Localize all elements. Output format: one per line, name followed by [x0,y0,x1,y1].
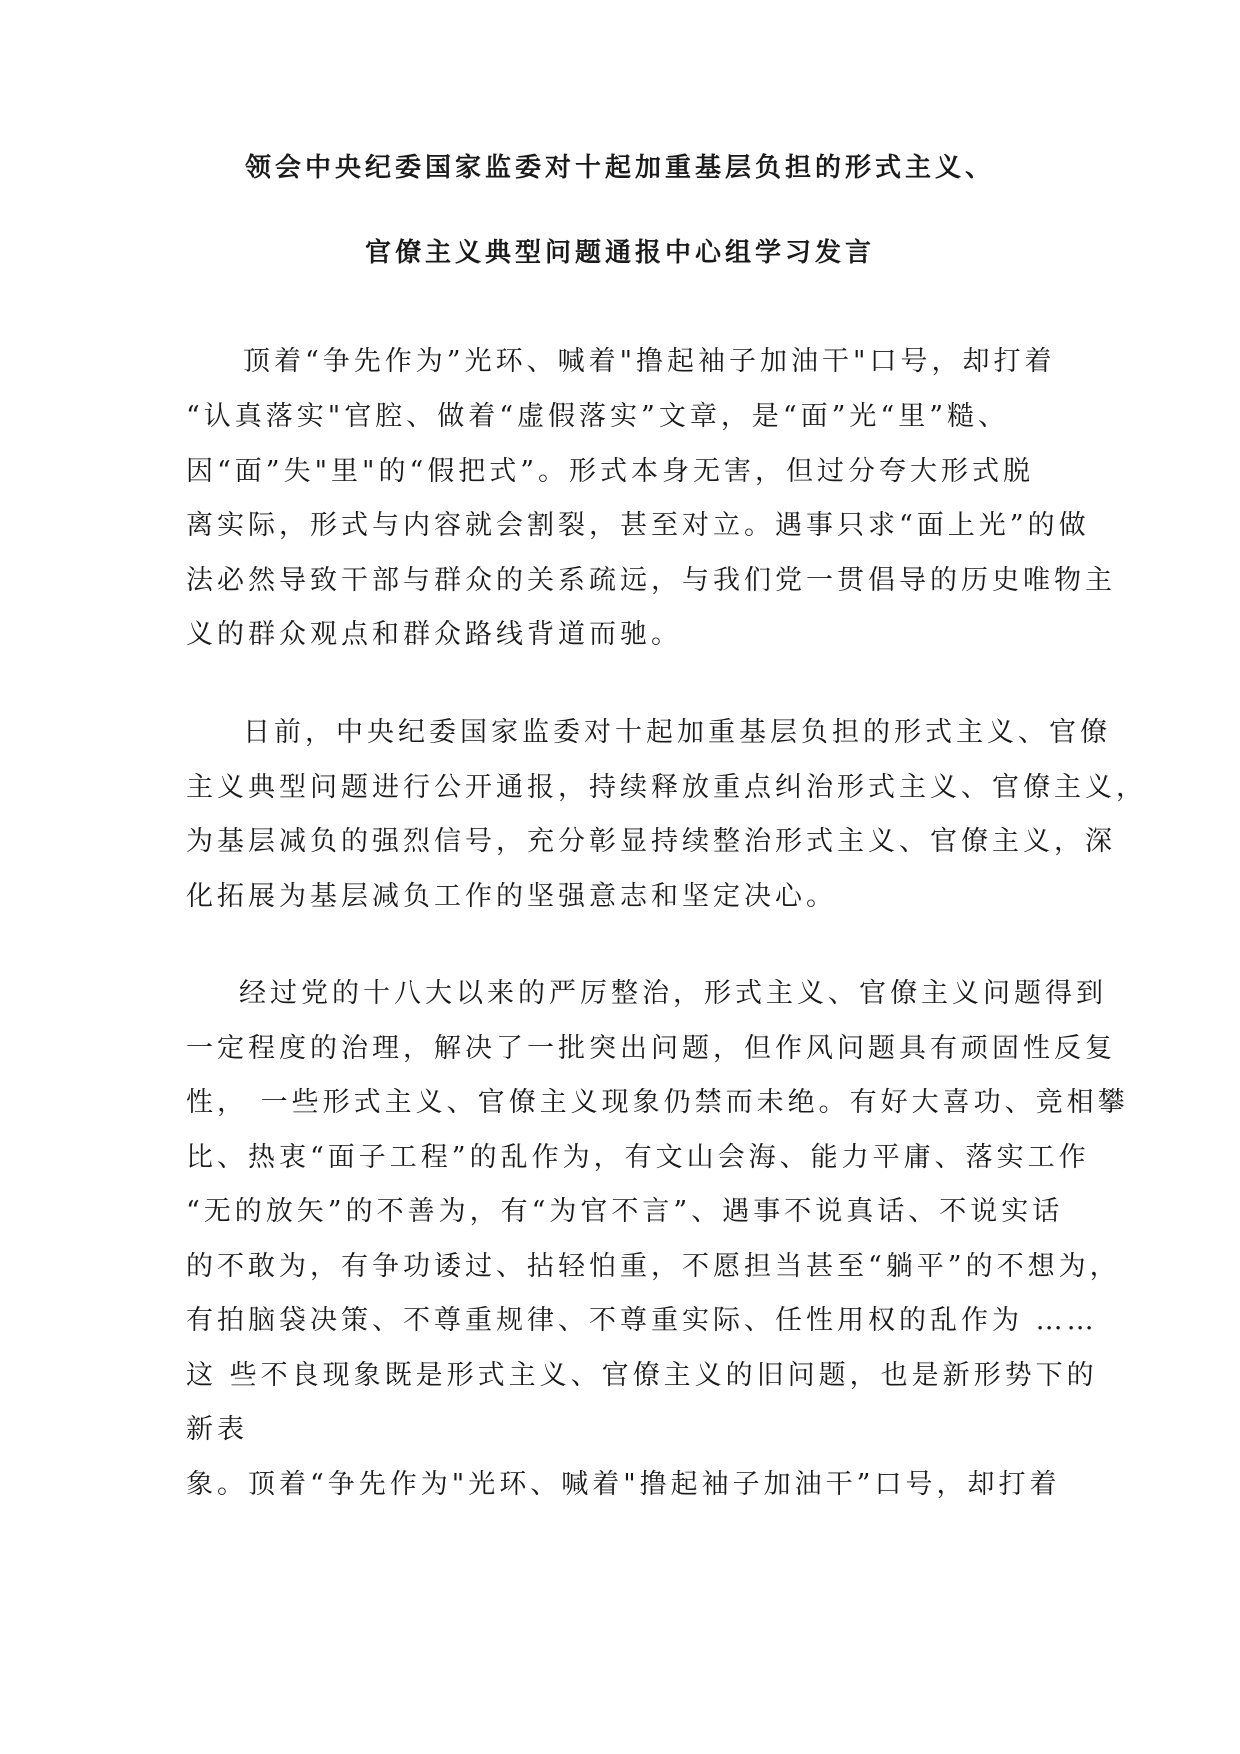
paragraph-3-line-10: 象。顶着“争先作为"光环、喊着"撸起袖子加油干”口号，却打着 [186,1469,1061,1500]
paragraph-3-line-6: 的不敢为，有争功诿过、拈轻怕重，不愿担当甚至“躺平”的不想为， [186,1251,1121,1282]
paragraph-1-line-3: 因“面”失"里"的“假把式”。形式本身无害，但过分夸大形式脱 [186,456,1035,487]
paragraph-2-line-2: 主义典型问题进行公开通报，持续释放重点纠治形式主义、官僚主义， [186,772,1147,803]
paragraph-3-line-2: 一定程度的治理，解决了一批突出问题，但作风问题具有顽固性反复 [186,1033,1116,1064]
paragraph-1-line-2: “认真落实"官腔、做着“虚假落实”文章，是“面”光“里”糙、 [186,401,1010,432]
paragraph-2-line-4: 化拓展为基层减负工作的坚强意志和坚定决心。 [186,881,837,912]
paragraph-1-line-6: 义的群众观点和群众路线背道而驰。 [186,619,682,650]
paragraph-3-line-7: 有拍脑袋决策、不尊重规律、不尊重实际、任性用权的乱作为 …… [186,1305,1098,1336]
paragraph-3-line-1: 经过党的十八大以来的严厉整治，形式主义、官僚主义问题得到 [239,978,1107,1009]
title-line-2: 官僚主义典型问题通报中心组学习发言 [364,238,875,268]
paragraph-3-line-8: 这 些不良现象既是形式主义、官僚主义的旧问题，也是新形势下的 [186,1360,1098,1391]
paragraph-1-line-5: 法必然导致干部与群众的关系疏远，与我们党一贯倡导的历史唯物主 [186,565,1116,596]
document-title [0,150,1240,271]
paragraph-2-line-1: 日前，中央纪委国家监委对十起加重基层负担的形式主义、官僚 [243,717,1111,748]
paragraph-3-line-9: 新表 [186,1414,248,1445]
paragraph-3-line-3: 性， 一些形式主义、官僚主义现象仍禁而未绝。有好大喜功、竞相攀 [186,1087,1129,1118]
paragraph-2-line-3: 为基层减负的强烈信号，充分彰显持续整治形式主义、官僚主义，深 [186,826,1116,857]
title-line-1: 领会中央纪委国家监委对十起加重基层负担的形式主义、 [244,153,995,183]
paragraph-1-line-1: 顶着“争先作为”光环、喊着"撸起袖子加油干"口号，却打着 [243,346,1056,377]
paragraph-1-line-4: 离实际，形式与内容就会割裂，甚至对立。遇事只求“面上光”的做 [186,510,1090,541]
paragraph-3-line-5: “无的放矢”的不善为，有“为官不言”、遇事不说真话、不说实话 [186,1196,1064,1227]
paragraph-3-line-4: 比、热衷“面子工程”的乱作为，有文山会海、能力平庸、落实工作 [186,1142,1090,1173]
